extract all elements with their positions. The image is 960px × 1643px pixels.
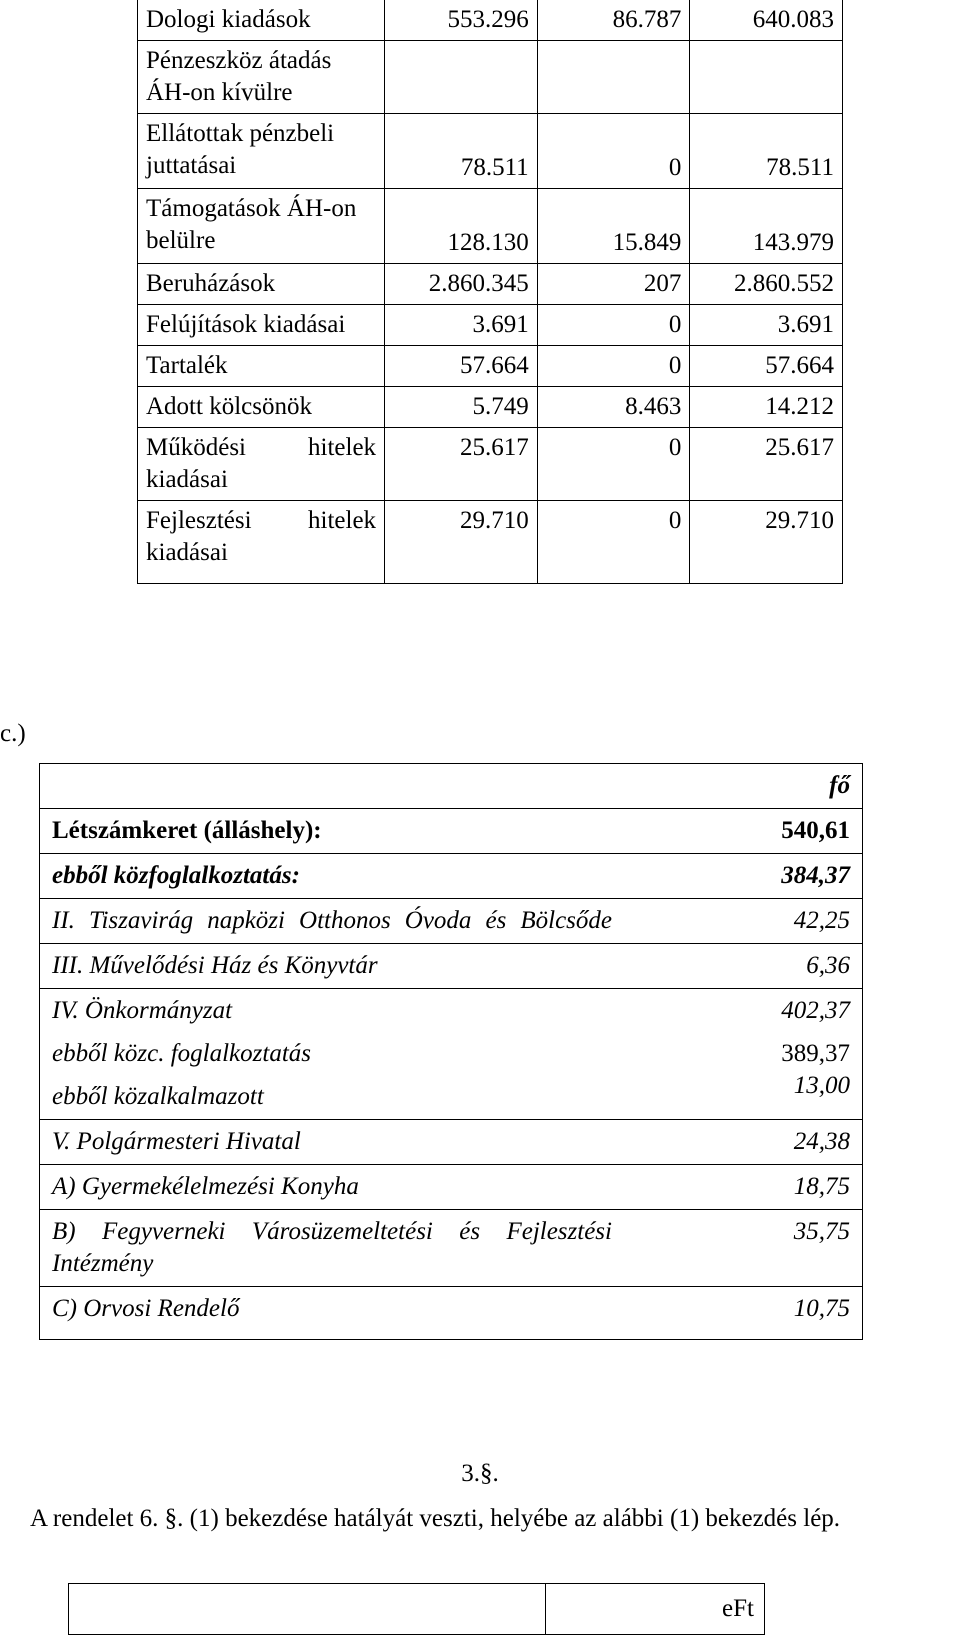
value-cell: 207 xyxy=(537,264,690,305)
value-cell: 25.617 xyxy=(385,428,538,501)
row-label: Fejlesztési hitelek kiadásai xyxy=(138,501,385,584)
row-label: Támogatások ÁH-on belülre xyxy=(138,189,385,264)
municipality-value: 402,37 xyxy=(781,997,850,1024)
row-label: Beruházások xyxy=(138,264,385,305)
total-value: 540,61 xyxy=(624,809,863,854)
value-cell: 14.212 xyxy=(690,387,843,428)
value-cell: 5.749 xyxy=(385,387,538,428)
municipality-sub-value: 389,37 xyxy=(781,1040,850,1067)
table-row xyxy=(40,809,863,854)
staff-table xyxy=(39,763,863,1340)
municipality-label: IV. Önkormányzat xyxy=(52,997,233,1024)
table-row xyxy=(40,854,863,899)
row-label: B) Fegyverneki Városüzemeltetési és Fejlesztési Intézmény xyxy=(40,1210,625,1287)
table-row xyxy=(138,0,843,41)
value-cell: 2.860.552 xyxy=(690,264,843,305)
value-cell: 29.710 xyxy=(690,501,843,584)
table-row xyxy=(138,189,843,264)
total-label: Létszámkeret (álláshely): xyxy=(40,809,625,854)
public-work-value: 384,37 xyxy=(624,854,863,899)
value-cell: 143.979 xyxy=(690,189,843,264)
row-label: Ellátottak pénzbeli juttatásai xyxy=(138,114,385,189)
table-row xyxy=(40,944,863,989)
value-cell: 8.463 xyxy=(537,387,690,428)
value-cell: 0 xyxy=(537,346,690,387)
row-label: A) Gyermekélelmezési Konyha xyxy=(40,1165,625,1210)
public-work-label: ebből közfoglalkoztatás: xyxy=(40,854,625,899)
value-cell: 0 xyxy=(537,501,690,584)
row-label: II. Tiszavirág napközi Otthonos Óvoda és Bölcsőde xyxy=(40,899,625,944)
row-label: Felújítások kiadásai xyxy=(138,305,385,346)
value-cell: 57.664 xyxy=(385,346,538,387)
value-cell: 0 xyxy=(537,305,690,346)
row-value: 42,25 xyxy=(624,899,863,944)
table-row xyxy=(40,1210,863,1287)
municipality-cell xyxy=(40,989,625,1120)
table-row xyxy=(138,264,843,305)
row-label: Dologi kiadások xyxy=(138,0,385,41)
value-cell: 3.691 xyxy=(690,305,843,346)
value-cell: 78.511 xyxy=(385,114,538,189)
table-row xyxy=(138,428,843,501)
value-cell: 25.617 xyxy=(690,428,843,501)
table-row xyxy=(138,387,843,428)
table-row xyxy=(40,1165,863,1210)
empty-cell xyxy=(69,1584,546,1635)
row-value: 24,38 xyxy=(624,1120,863,1165)
eft-table xyxy=(68,1583,765,1635)
municipality-values xyxy=(624,989,863,1120)
row-label: Működési hitelek kiadásai xyxy=(138,428,385,501)
row-value: 35,75 xyxy=(624,1210,863,1287)
value-cell xyxy=(690,41,843,114)
row-label: C) Orvosi Rendelő xyxy=(40,1287,625,1340)
row-label: III. Művelődési Ház és Könyvtár xyxy=(40,944,625,989)
paragraph-number: 3.§. xyxy=(461,1460,499,1487)
unit-label: eFt xyxy=(546,1584,765,1635)
paragraph-text: A rendelet 6. §. (1) bekezdése hatályát veszti, helyébe az alábbi (1) bekezdés lép. xyxy=(30,1505,841,1532)
table-row xyxy=(138,305,843,346)
value-cell: 86.787 xyxy=(537,0,690,41)
value-cell: 29.710 xyxy=(385,501,538,584)
municipality-sub-label: ebből közc. foglalkoztatás xyxy=(52,1040,311,1067)
unit-label: fő xyxy=(624,764,863,809)
table-row xyxy=(40,989,863,1120)
table-row xyxy=(40,1120,863,1165)
value-cell: 15.849 xyxy=(537,189,690,264)
row-value: 18,75 xyxy=(624,1165,863,1210)
table-row xyxy=(69,1584,765,1635)
row-label: Pénzeszköz átadás ÁH-on kívülre xyxy=(138,41,385,114)
row-label: Tartalék xyxy=(138,346,385,387)
value-cell: 2.860.345 xyxy=(385,264,538,305)
municipality-sub-value: 13,00 xyxy=(793,1072,850,1099)
row-label: V. Polgármesteri Hivatal xyxy=(40,1120,625,1165)
table-row xyxy=(138,41,843,114)
value-cell: 57.664 xyxy=(690,346,843,387)
value-cell: 3.691 xyxy=(385,305,538,346)
value-cell: 0 xyxy=(537,114,690,189)
header-empty-cell xyxy=(40,764,625,809)
row-value: 10,75 xyxy=(624,1287,863,1340)
table-row xyxy=(138,114,843,189)
table-row xyxy=(40,1287,863,1340)
table-row xyxy=(40,899,863,944)
row-label: Adott kölcsönök xyxy=(138,387,385,428)
table-row xyxy=(40,764,863,809)
value-cell xyxy=(537,41,690,114)
budget-table xyxy=(137,0,843,584)
municipality-sub-label: ebből közalkalmazott xyxy=(52,1083,264,1110)
value-cell: 78.511 xyxy=(690,114,843,189)
value-cell: 0 xyxy=(537,428,690,501)
section-label: c.) xyxy=(0,720,26,747)
value-cell xyxy=(385,41,538,114)
table-row xyxy=(138,346,843,387)
value-cell: 640.083 xyxy=(690,0,843,41)
table-row xyxy=(138,501,843,584)
row-value: 6,36 xyxy=(624,944,863,989)
value-cell: 553.296 xyxy=(385,0,538,41)
value-cell: 128.130 xyxy=(385,189,538,264)
